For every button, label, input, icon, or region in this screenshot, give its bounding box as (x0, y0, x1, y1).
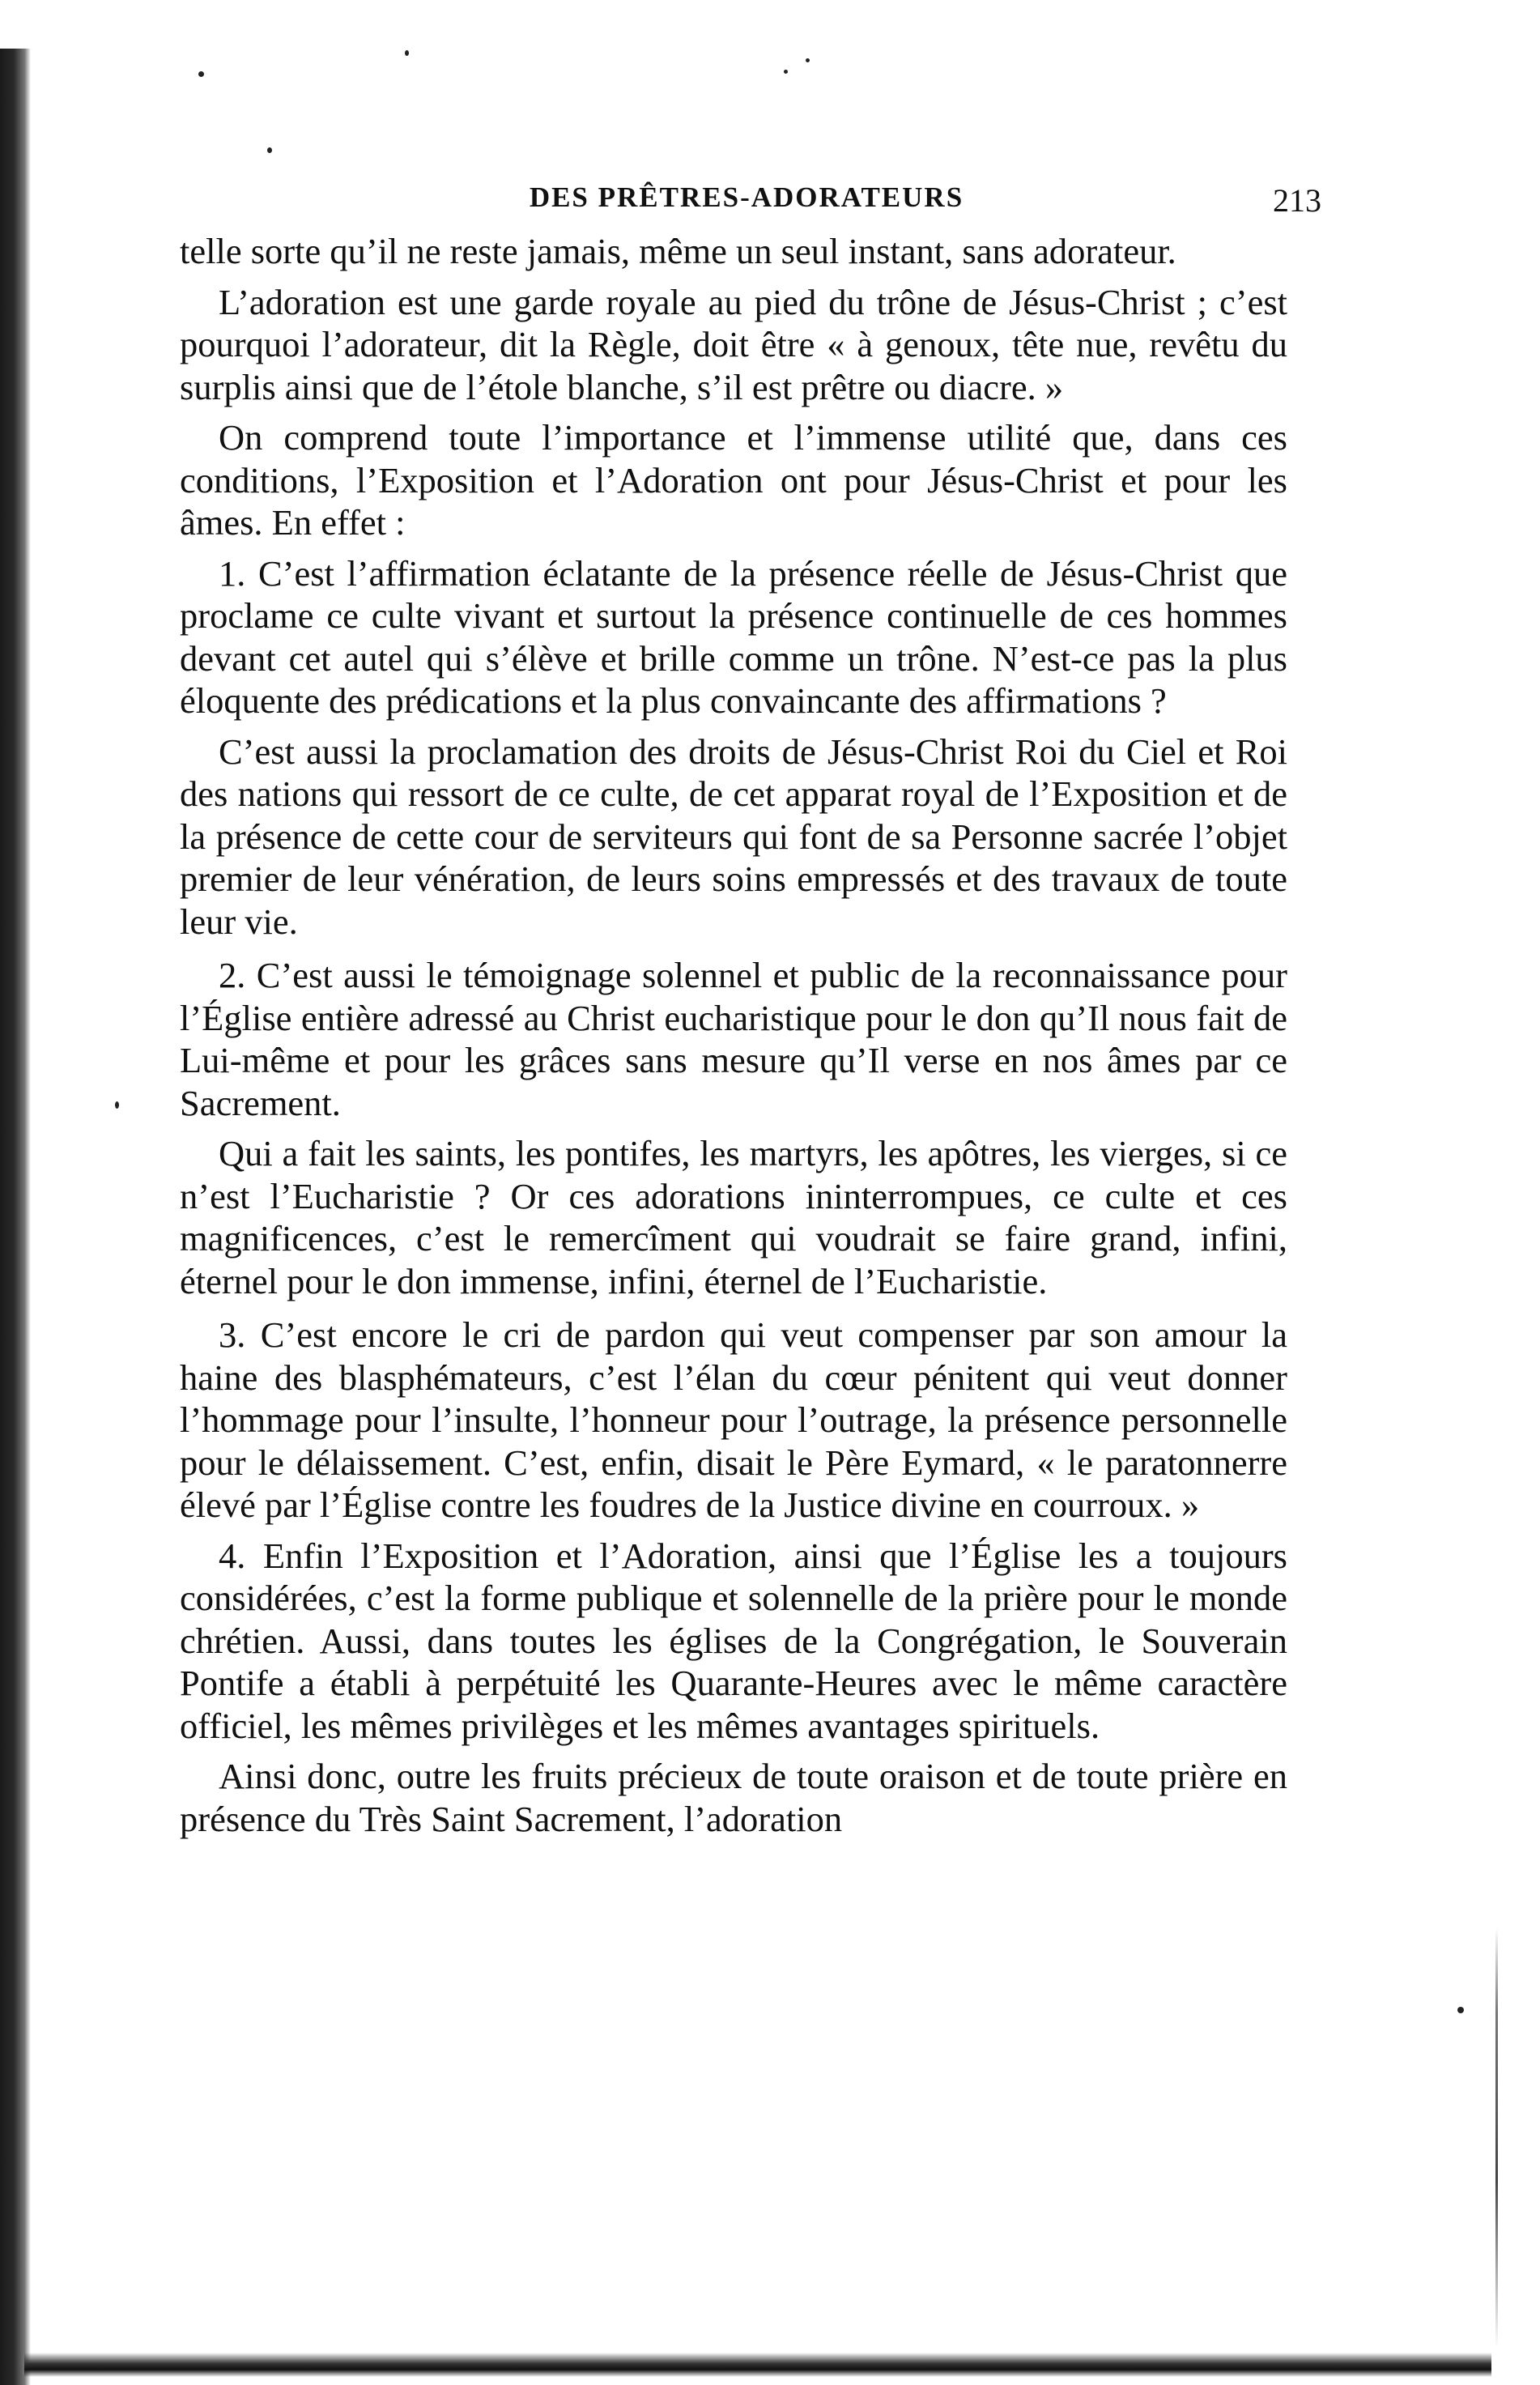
paragraph-conclusion: Ainsi donc, outre les fruits précieux de toute oraison et de toute prière en présence du Très Saint Sacrement, l’adoration (180, 1756, 1287, 1839)
paragraph-point-1: 1. C’est l’affirmation éclatante de la présence réelle de Jésus-Christ que proclame ce culte vivant et surtout la présence continuelle de ces hommes devant cet autel qui s’élève et brille comme un trône. N’est-ce pas la plus éloquente des prédications et la plus convaincante des affirmations ? (180, 552, 1287, 721)
paragraph-importance: On comprend toute l’importance et l’immense utilité que, dans ces conditions, l’Exposition et l’Adoration ont pour Jésus-Christ et pour les âmes. En effet : (180, 417, 1287, 543)
paragraph-royal-guard: L’adoration est une garde royale au pied du trône de Jésus-Christ ; c’est pourquoi l’adorateur, dit la Règle, doit être « à genoux, tête nue, revêtu du surplis ainsi que de l’étole blanche, s’il est prêtre ou diacre. » (180, 281, 1287, 407)
paragraph-point-2: 2. C’est aussi le témoignage solennel et public de la reconnaissance pour l’Église entière adressé au Christ eucharistique pour le don qu’Il nous fait de Lui-même et pour les grâces sans mesure qu’Il verse en nos âmes par ce Sacrement. (180, 955, 1287, 1123)
page-bottom-edge (24, 2353, 1491, 2377)
paragraph-saints: Qui a fait les saints, les pontifes, les martyrs, les apôtres, les vierges, si ce n’est l’Eucharistie ? Or ces adorations ininterrompues, ce culte et ces magnificences, c’est le remercîment qui voudrait se faire grand, infini, éternel pour le don immense, infini, éternel de l’Eucharistie. (180, 1133, 1287, 1301)
scan-speck (806, 58, 810, 62)
scan-speck (1457, 2007, 1464, 2013)
scan-speck (405, 50, 409, 56)
page-number: 213 (1273, 182, 1321, 219)
paragraph-point-4: 4. Enfin l’Exposition et l’Adoration, ainsi que l’Église les a toujours considérées, c’est la forme publique et solennelle de la prière pour le monde chrétien. Aussi, dans toutes les églises de la Congrégation, le Souverain Pontife a établi à perpétuité les Quarante-Heures avec le même caractère officiel, les mêmes privilèges et les mêmes avantages spirituels. (180, 1535, 1287, 1746)
running-title: DES PRÊTRES-ADORATEURS (529, 181, 964, 213)
right-edge-mark (1495, 1927, 1498, 2349)
scan-speck (115, 1101, 119, 1109)
paragraph-continuation: telle sorte qu’il ne reste jamais, même un seul instant, sans adorateur. (180, 231, 1176, 271)
page-header (180, 181, 1321, 227)
paragraph-point-3: 3. C’est encore le cri de pardon qui veut compenser par son amour la haine des blasphémateurs, c’est l’élan du cœur pénitent qui veut donner l’hommage pour l’insulte, l’honneur pour l’outrage, la présence personnelle pour le délaissement. C’est, enfin, disait le Père Eymard, « le paratonnerre élevé par l’Église contre les foudres de la Justice divine en courroux. » (180, 1314, 1287, 1525)
binding-shadow (0, 49, 31, 2385)
scan-speck (267, 147, 272, 153)
scan-speck (784, 70, 788, 74)
scan-speck (198, 71, 204, 77)
page-body (180, 230, 1287, 1848)
paragraph-proclamation: C’est aussi la proclamation des droits de Jésus-Christ Roi du Ciel et Roi des nations qui ressort de ce culte, de cet apparat royal de l’Exposition et de la présence de cette cour de serviteurs qui font de sa Personne sacrée l’objet premier de leur vénération, de leurs soins empressés et des travaux de toute leur vie. (180, 730, 1287, 942)
